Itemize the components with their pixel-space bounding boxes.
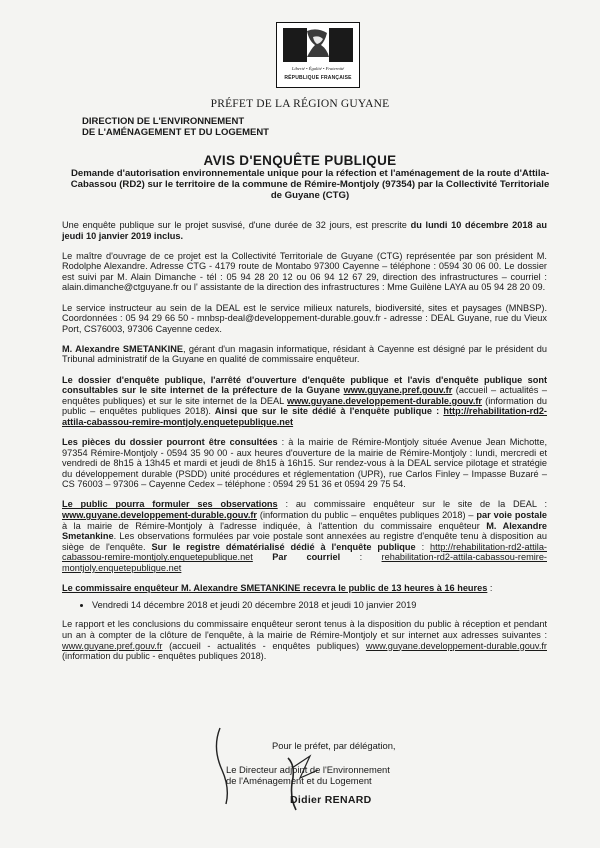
direction-line-2: DE L'AMÉNAGEMENT ET DU LOGEMENT (82, 127, 269, 138)
consultation-paragraph (62, 437, 547, 490)
notice-title: AVIS D'ENQUÊTE PUBLIQUE (203, 153, 397, 168)
prefect-heading: PRÉFET DE LA RÉGION GUYANE (210, 98, 390, 110)
direction-line-1: DIRECTION DE L'ENVIRONNEMENT (82, 116, 245, 127)
deal-observations-link[interactable]: www.guyane.developpement-durable.gouv.fr (62, 510, 258, 521)
notice-body (62, 220, 547, 671)
observations-text-4: . Les observations formulées par voie postale sont annexées au registre d'enquête tenu à disposition au siège de l'enquête. (62, 531, 547, 552)
postal-label: par voie postale (476, 510, 548, 521)
duration-paragraph (62, 220, 547, 241)
permanence-heading: Le commissaire enquêteur M. Alexandre SMETANKINE recevra le public de 13 heures à 16 heures (62, 583, 488, 594)
instructor-paragraph: Le service instructeur au sein de la DEAL est le service milieux naturels, biodiversité, sites et paysages (MNBSP). Coordonnées : 05 94 29 66 50 - mnbsp-deal@developpement-durable.gouv.fr - adresse : DEAL Guyane, rue du Vieux Port, CS76003, 97306 Cayenne cedex. (62, 302, 547, 334)
notice-subject: Demande d'autorisation environnementale unique pour la réfection et l'aménagement de la route d'Attila-Cabassou (RD2) sur le territoire de la commune de Rémire-Montjoly (97354) par la Collectivité Territoriale de Guyane (CTG) (70, 168, 550, 202)
signatory-title-2: de l'Aménagement et du Logement (226, 775, 372, 786)
commissioner-name: M. Alexandre SMETANKINE (62, 343, 183, 354)
email-label: Par courriel (252, 552, 341, 563)
direction-block (82, 116, 382, 138)
commissioner-name-2: M. Alexandre Smetankine (62, 520, 548, 542)
report-paragraph (62, 619, 547, 661)
dossier-site-intro: Ainsi que sur le site dédié à l'enquête publique : (210, 406, 444, 417)
commissioner-text: , gérant d'un magasin informatique, résidant à Cayenne est désigné par le président du Tribunal administratif de la Guyane en qualité de commissaire enquêteur. (62, 343, 547, 365)
registry-link[interactable]: http://rehabilitation-rd2-attila-cabassou-remire-montjoly.enquetepublique.net (62, 541, 547, 563)
dossier-intro: Le dossier d'enquête publique, l'arrêté d'ouverture d'enquête publique et l'avis d'enquête publique sont consultables sur le site internet de la préfecture de la Guyane (62, 374, 547, 396)
delegation-line: Pour le préfet, par délégation, (272, 740, 396, 751)
dossier-text-1: (accueil – actualités – enquêtes publiques) et sur le site internet de la DEAL (62, 385, 547, 406)
signatory-title-1: Le Directeur adjoint de l'Environnement (226, 763, 390, 775)
duration-text: Une enquête publique sur le projet susvisé, d'une durée de 32 jours, est prescrite (62, 220, 411, 230)
observations-text-3: à la mairie de Rémire-Montjoly à l'adresse indiquée, à l'attention du commissaire enquêteur (62, 520, 487, 531)
report-prefecture-link[interactable]: www.guyane.pref.gouv.fr (62, 640, 163, 651)
permanence-dates: • Vendredi 14 décembre 2018 et jeudi 20 décembre 2018 et jeudi 10 janvier 2019 (92, 600, 547, 611)
observations-text-1: : au commissaire enquêteur sur le site de la DEAL : (277, 499, 547, 510)
republic-text: RÉPUBLIQUE FRANÇAISE (284, 75, 352, 81)
dossier-paragraph (62, 375, 547, 428)
dossier-text-2: (information du public – enquêtes publiques 2018). (62, 395, 547, 417)
marianne-logo (276, 22, 360, 88)
commissioner-paragraph (62, 344, 547, 365)
signatory-name: Didier RENARD (290, 794, 372, 806)
report-text-1: Le rapport et les conclusions du commissaire enquêteur seront tenus à la disposition du public à réception et pendant un an à compter de la clôture de l'enquête, à la mairie de Rémire-Montjoly et sur internet aux adresses suivantes : (62, 619, 547, 640)
email-link[interactable]: rehabilitation-rd2-attila-cabassou-remire-montjoly.enquetepublique.net (62, 552, 547, 574)
consultation-intro: Les pièces du dossier pourront être consultées (62, 437, 278, 447)
report-text-3: (information du public - enquêtes publiques 2018). (62, 651, 267, 662)
owner-paragraph: Le maître d'ouvrage de ce projet est la Collectivité Territoriale de Guyane (CTG) représentée par son président M. Rodolphe Alexandre. Adresse CTG - 4179 route de Montabo 97300 Cayenne – téléphone : 0594 30 06 00. Le dossier est suivi par M. Alain Dimanche - tél : 05 94 28 20 12 ou 06 94 12 67 29, direction des infrastructures – courriel : alain.dimanche@ctguyane.fr ou l' assistante de la direction des infrastructures : Mme Guilène LAYA au 05 94 28 20 09. (62, 250, 547, 293)
report-deal-link[interactable]: www.guyane.developpement-durable.gouv.fr (365, 640, 547, 651)
dedicated-site-link[interactable]: http://rehabilitation-rd2-attila-cabassou-remire-montjoly.enquetepublique.net (62, 406, 547, 427)
observations-paragraph (62, 499, 547, 573)
observations-text-2: (information du public – enquêtes publiques 2018) – (257, 510, 477, 521)
report-text-2: (accueil - actualités - enquêtes publiques) (162, 640, 366, 651)
permanence-paragraph (62, 583, 547, 594)
observations-intro: Le public pourra formuler ses observations (62, 499, 278, 510)
duration-dates: du lundi 10 décembre 2018 au jeudi 10 janvier 2019 inclus. (62, 220, 547, 241)
permanence-colon: : (487, 583, 493, 594)
prefecture-link[interactable]: www.guyane.pref.gouv.fr (343, 385, 453, 396)
registry-colon: : (415, 541, 431, 552)
deal-link[interactable]: www.guyane.developpement-durable.gouv.fr (287, 395, 483, 406)
consultation-text: : à la mairie de Rémire-Montjoly située Avenue Jean Michotte, 97354 Rémire-Montjoly - 0594 35 90 00 - aux heures d'ouverture de la mairie de Rémire-Montjoly : lundi, mercredi et vendredi de 8h15 à 13h45 et mardi et jeudi de 8h15 à 16h15. Sur rendez-vous à la DEAL service pilotage et stratégie du développement durable (PSDD) unité procédures et réglementation (UPR), rue Carlos Finley – Impasse Buzaré – CS 76003 – 97306 – Cayenne Cedex – téléphone : 0594 29 51 36 et 0594 29 75 54. (62, 437, 548, 490)
signature-block (226, 740, 446, 787)
permanence-list (62, 600, 547, 611)
registry-label: Sur le registre dématérialisé dédié à l'enquête publique (145, 541, 416, 552)
motto-text: Liberté • Égalité • Fraternité (291, 66, 345, 71)
email-colon: : (340, 552, 382, 563)
